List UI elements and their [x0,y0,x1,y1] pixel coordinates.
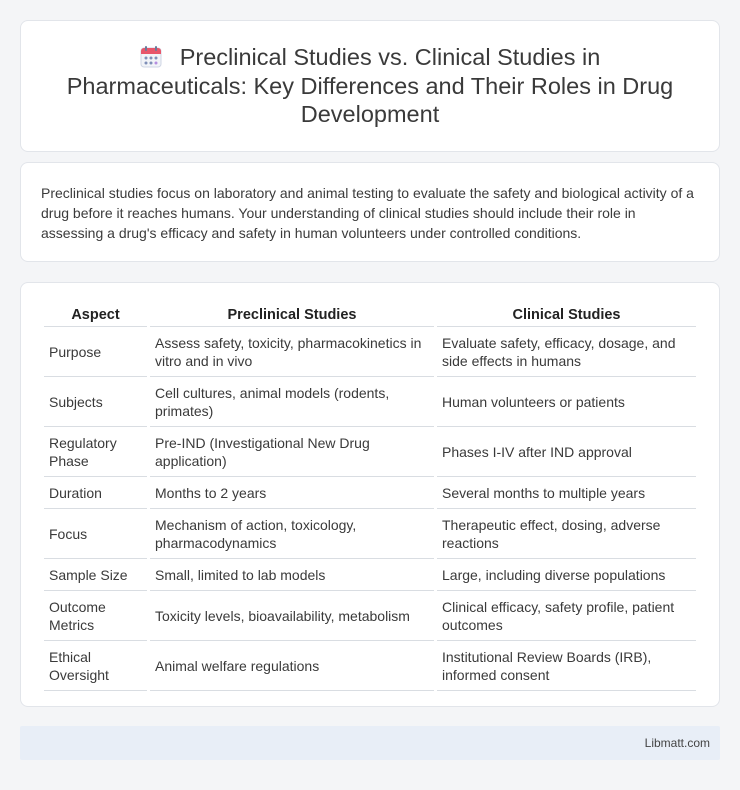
preclinical-cell: Cell cultures, animal models (rodents, primates) [150,377,434,427]
preclinical-cell: Months to 2 years [150,477,434,509]
aspect-cell: Ethical Oversight [44,641,147,691]
aspect-cell: Subjects [44,377,147,427]
table-row [44,327,696,377]
footer [20,726,720,760]
page-title [61,43,679,129]
table-row [44,509,696,559]
preclinical-cell: Animal welfare regulations [150,641,434,691]
preclinical-cell: Small, limited to lab models [150,559,434,591]
table-row [44,477,696,509]
calendar-icon [140,46,162,68]
table-header-row [44,303,696,327]
clinical-cell: Large, including diverse populations [437,559,696,591]
table-row [44,641,696,691]
table-row [44,377,696,427]
clinical-cell: Institutional Review Boards (IRB), informed consent [437,641,696,691]
clinical-cell: Therapeutic effect, dosing, adverse reactions [437,509,696,559]
aspect-cell: Purpose [44,327,147,377]
clinical-cell: Human volunteers or patients [437,377,696,427]
preclinical-cell: Assess safety, toxicity, pharmacokinetics in vitro and in vivo [150,327,434,377]
clinical-cell: Several months to multiple years [437,477,696,509]
footer-brand-link[interactable]: Libmatt.com [644,736,710,750]
clinical-cell: Evaluate safety, efficacy, dosage, and side effects in humans [437,327,696,377]
clinical-cell: Clinical efficacy, safety profile, patient outcomes [437,591,696,641]
header-clinical: Clinical Studies [437,303,696,327]
page-title-text: Preclinical Studies vs. Clinical Studies in Pharmaceuticals: Key Differences and Their Roles in Drug Development [66,44,674,128]
preclinical-cell: Toxicity levels, bioavailability, metabolism [150,591,434,641]
table-row [44,591,696,641]
aspect-cell: Duration [44,477,147,509]
table-card [20,282,720,707]
header-aspect: Aspect [44,303,147,327]
aspect-cell: Sample Size [44,559,147,591]
comparison-table [41,303,699,691]
aspect-cell: Outcome Metrics [44,591,147,641]
preclinical-cell: Mechanism of action, toxicology, pharmacodynamics [150,509,434,559]
table-row [44,427,696,477]
intro-card [20,162,720,262]
intro-paragraph: Preclinical studies focus on laboratory and animal testing to evaluate the safety and biological activity of a drug before it reaches humans. Your understanding of clinical studies should include their role in assessing a drug's efficacy and safety in human volunteers under controlled conditions. [41,185,694,241]
aspect-cell: Regulatory Phase [44,427,147,477]
clinical-cell: Phases I-IV after IND approval [437,427,696,477]
header-preclinical: Preclinical Studies [150,303,434,327]
preclinical-cell: Pre-IND (Investigational New Drug application) [150,427,434,477]
aspect-cell: Focus [44,509,147,559]
title-card [20,20,720,152]
table-row [44,559,696,591]
